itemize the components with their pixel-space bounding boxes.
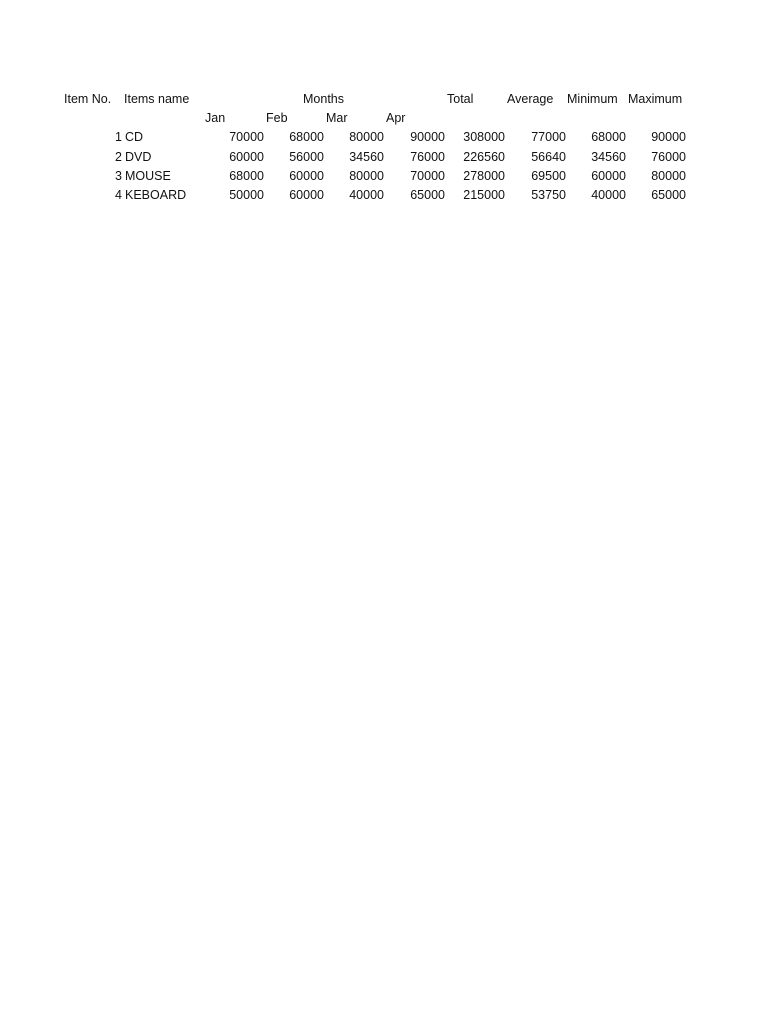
- row-2-item-no: 2: [115, 150, 122, 164]
- row-3-item-name: MOUSE: [125, 169, 171, 183]
- row-3-mar: 80000: [349, 169, 384, 183]
- header-average: Average: [507, 92, 554, 106]
- row-2-mar: 34560: [349, 150, 384, 164]
- row-2-minimum: 34560: [591, 150, 626, 164]
- row-4-item-name: KEBOARD: [125, 188, 187, 202]
- row-4-apr: 65000: [410, 188, 445, 202]
- row-1-maximum: 90000: [651, 130, 686, 144]
- row-1-item-no: 1: [115, 130, 122, 144]
- row-4-mar: 40000: [349, 188, 384, 202]
- row-4-jan: 50000: [229, 188, 264, 202]
- row-3-total: 278000: [463, 169, 505, 183]
- row-4-minimum: 40000: [591, 188, 626, 202]
- row-1-mar: 80000: [349, 130, 384, 144]
- row-4-total: 215000: [463, 188, 505, 202]
- month-header-feb: Feb: [266, 111, 288, 125]
- row-2-total: 226560: [463, 150, 505, 164]
- header-minimum: Minimum: [567, 92, 618, 106]
- row-4-maximum: 65000: [651, 188, 686, 202]
- row-1-minimum: 68000: [591, 130, 626, 144]
- row-2-maximum: 76000: [651, 150, 686, 164]
- row-4-feb: 60000: [289, 188, 324, 202]
- row-1-jan: 70000: [229, 130, 264, 144]
- row-3-minimum: 60000: [591, 169, 626, 183]
- row-3-apr: 70000: [410, 169, 445, 183]
- row-1-total: 308000: [463, 130, 505, 144]
- row-1-average: 77000: [531, 130, 566, 144]
- row-4-average: 53750: [531, 188, 566, 202]
- header-item-no: Item No.: [64, 92, 112, 106]
- row-2-apr: 76000: [410, 150, 445, 164]
- row-4-item-no: 4: [115, 188, 122, 202]
- header-total: Total: [447, 92, 474, 106]
- row-2-feb: 56000: [289, 150, 324, 164]
- header-items-name: Items name: [124, 92, 190, 106]
- row-3-average: 69500: [531, 169, 566, 183]
- row-2-item-name: DVD: [125, 150, 152, 164]
- row-3-jan: 68000: [229, 169, 264, 183]
- row-2-jan: 60000: [229, 150, 264, 164]
- row-2-average: 56640: [531, 150, 566, 164]
- row-3-maximum: 80000: [651, 169, 686, 183]
- header-months: Months: [303, 92, 344, 106]
- month-header-jan: Jan: [205, 111, 226, 125]
- row-3-feb: 60000: [289, 169, 324, 183]
- month-header-apr: Apr: [386, 111, 406, 125]
- row-3-item-no: 3: [115, 169, 122, 183]
- row-1-item-name: CD: [125, 130, 144, 144]
- row-1-feb: 68000: [289, 130, 324, 144]
- month-header-mar: Mar: [326, 111, 348, 125]
- header-maximum: Maximum: [628, 92, 683, 106]
- row-1-apr: 90000: [410, 130, 445, 144]
